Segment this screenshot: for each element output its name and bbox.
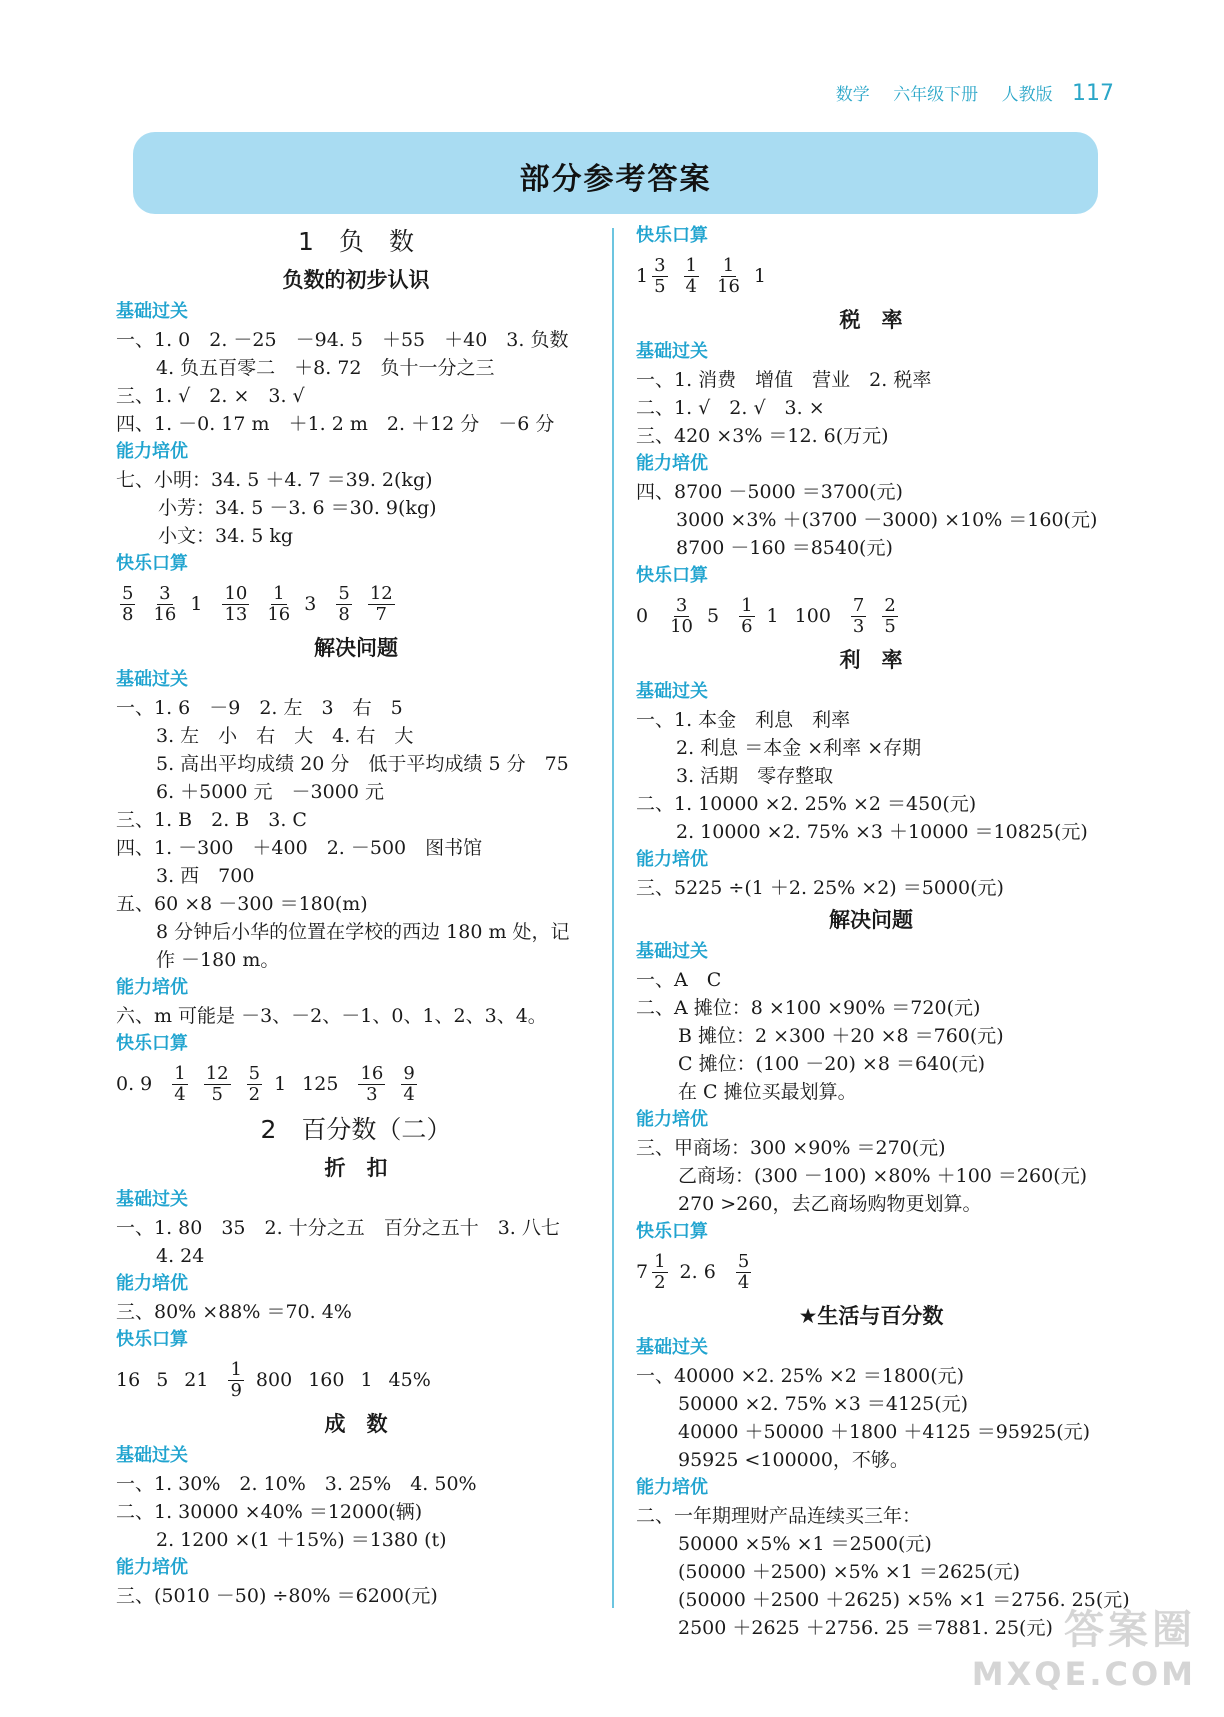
answer-line: 2. 利息 ＝本金 ×利率 ×存期 <box>676 737 922 759</box>
answer-line: 4. 负五百零二 ＋8. 72 负十一分之三 <box>156 357 495 379</box>
answer-line: 四、1. －300 ＋400 2. －500 图书馆 <box>116 837 483 859</box>
fraction <box>684 256 699 297</box>
answer-line: 8 分钟后小华的位置在学校的西边 180 m 处，记 <box>156 921 570 943</box>
answer-line: 一、1. 6 －9 2. 左 3 右 5 <box>116 697 403 719</box>
fraction <box>151 584 178 625</box>
answer-line: 2. 10000 ×2. 75% ×3 ＋10000 ＝10825(元) <box>676 821 1088 843</box>
fraction-numerator: 10 <box>224 582 248 604</box>
fraction-denominator: 7 <box>375 603 387 625</box>
fraction <box>247 1064 262 1105</box>
fraction-denominator: 4 <box>174 1083 186 1105</box>
fraction-numerator: 3 <box>675 594 688 616</box>
right-column <box>636 222 1130 1642</box>
answer-line: 三、(5010 －50) ÷80% ＝6200(元) <box>116 1585 438 1607</box>
answer-line: 5. 高出平均成绩 20 分 低于平均成绩 5 分 75 <box>156 753 569 775</box>
fraction-numerator: 5 <box>338 582 350 604</box>
oral-answer-value: 1 <box>274 1073 287 1095</box>
section-label-ability: 能力培优 <box>116 441 188 462</box>
fraction-numerator: 5 <box>248 1062 261 1084</box>
answer-line: 二、一年期理财产品连续买三年： <box>636 1505 922 1527</box>
answer-line: 50000 ×2. 75% ×3 ＝4125(元) <box>678 1393 969 1415</box>
answer-line: 二、A 摊位：8 ×100 ×90% ＝720(元) <box>636 997 981 1019</box>
fraction-numerator: 9 <box>403 1062 415 1084</box>
column-divider <box>612 228 614 1608</box>
answer-line: (50000 ＋2500) ×5% ×1 ＝2625(元) <box>678 1561 1021 1583</box>
section-label-oral: 快乐口算 <box>636 1221 708 1242</box>
oral-answer-row <box>116 578 596 630</box>
section-label-basic: 基础过关 <box>636 941 708 962</box>
answer-line: 一、1. 0 2. －25 －94. 5 ＋55 ＋40 3. 负数 <box>116 329 569 351</box>
fraction <box>222 584 249 625</box>
oral-answer-value: 160 <box>308 1369 345 1391</box>
oral-fraction-group <box>648 256 782 297</box>
answer-line: 一、A C <box>636 969 722 991</box>
fraction-numerator: 16 <box>360 1062 384 1084</box>
fraction-denominator: 16 <box>267 603 291 625</box>
answer-line: 七、小明：34. 5 ＋4. 7 ＝39. 2(kg) <box>116 469 433 491</box>
lesson-title: 折 扣 <box>324 1156 388 1180</box>
answer-line: 四、1. －0. 17 m ＋1. 2 m 2. ＋12 分 －6 分 <box>116 413 555 435</box>
fraction-numerator: 5 <box>122 582 134 604</box>
fraction-denominator: 2 <box>248 1083 261 1105</box>
oral-answer-value: 100 <box>794 605 831 627</box>
fraction-denominator: 16 <box>717 275 740 297</box>
answer-line: 一、1. 30% 2. 10% 3. 25% 4. 50% <box>116 1473 477 1495</box>
fraction-numerator: 1 <box>685 254 697 276</box>
fraction-numerator: 12 <box>369 582 393 604</box>
fraction-denominator: 13 <box>224 603 248 625</box>
mixed-whole: 1 <box>636 265 649 287</box>
answer-line: 270 >260，去乙商场购物更划算。 <box>678 1193 982 1215</box>
section-label-ability: 能力培优 <box>116 977 188 998</box>
answer-line: 50000 ×5% ×1 ＝2500(元) <box>678 1533 932 1555</box>
oral-answer-value: 1 <box>753 265 766 287</box>
answer-line: 三、80% ×88% ＝70. 4% <box>116 1301 352 1323</box>
answer-line: 8700 －160 ＝8540(元) <box>676 537 893 559</box>
banner-title: 部分参考答案 <box>519 162 712 197</box>
fraction <box>652 256 667 297</box>
answer-line: 四、8700 －5000 ＝3700(元) <box>636 481 903 503</box>
fraction <box>358 1064 385 1105</box>
section-label-basic: 基础过关 <box>636 1337 708 1358</box>
watermark-line1: 答案圈 <box>1064 1607 1196 1653</box>
watermark <box>972 1598 1196 1693</box>
fraction-denominator: 5 <box>211 1083 223 1105</box>
fraction-denominator: 3 <box>366 1083 378 1105</box>
section-label-ability: 能力培优 <box>636 1109 708 1130</box>
fraction-denominator: 8 <box>338 603 350 625</box>
left-column <box>116 222 596 1610</box>
section-label-oral: 快乐口算 <box>116 1033 188 1054</box>
answer-line: 五、60 ×8 －300 ＝180(m) <box>116 893 368 915</box>
oral-answer-value: 21 <box>184 1369 209 1391</box>
lesson-title: 成 数 <box>324 1412 388 1436</box>
header-edition: 人教版 <box>1001 85 1053 105</box>
answer-line: 小芳：34. 5 －3. 6 ＝30. 9(kg) <box>158 497 437 519</box>
fraction-denominator: 4 <box>737 1271 750 1293</box>
answer-line: 3. 西 700 <box>156 865 255 887</box>
fraction <box>736 1252 751 1293</box>
lesson-title: 税 率 <box>839 308 903 332</box>
oral-answer-row <box>116 1058 596 1110</box>
fraction <box>172 1064 187 1105</box>
fraction <box>368 584 395 625</box>
oral-answer-row <box>636 1246 1106 1298</box>
oral-answer-value: 125 <box>302 1073 339 1095</box>
answer-line: (50000 ＋2500 ＋2625) ×5% ×1 ＝2756. 25(元) <box>678 1589 1130 1611</box>
answer-line: 6. ＋5000 元 －3000 元 <box>156 781 384 803</box>
fraction <box>204 1064 231 1105</box>
answer-line: 三、1. B 2. B 3. C <box>116 809 307 831</box>
fraction-denominator: 6 <box>741 615 753 637</box>
answer-line: 三、5225 ÷(1 ＋2. 25% ×2) ＝5000(元) <box>636 877 1004 899</box>
oral-answer-value: 1 <box>766 605 779 627</box>
answer-line: 二、1. 30000 ×40% ＝12000(辆) <box>116 1501 423 1523</box>
answer-line: 2. 1200 ×(1 ＋15%) ＝1380 (t) <box>156 1529 447 1551</box>
answer-line: 一、1. 本金 利息 利率 <box>636 709 851 731</box>
answer-line: 4. 24 <box>156 1245 205 1267</box>
answer-line: 乙商场：(300 －100) ×80% ＋100 ＝260(元) <box>678 1165 1088 1187</box>
fraction-denominator: 16 <box>153 603 177 625</box>
section-label-ability: 能力培优 <box>636 1477 708 1498</box>
page-number: 117 <box>1072 81 1114 106</box>
answer-line: 作 －180 m。 <box>156 949 280 971</box>
fraction-numerator: 1 <box>654 1250 666 1272</box>
answer-line: 一、1. 80 35 2. 十分之五 百分之五十 3. 八七 <box>116 1217 560 1239</box>
fraction-numerator: 12 <box>205 1062 229 1084</box>
lesson-title: 解决问题 <box>829 908 913 932</box>
section-label-oral: 快乐口算 <box>116 553 188 574</box>
section-label-basic: 基础过关 <box>116 1189 188 1210</box>
fraction-denominator: 2 <box>654 1271 666 1293</box>
oral-answer-value: 800 <box>255 1369 293 1391</box>
fraction-denominator: 10 <box>670 615 693 637</box>
fraction <box>739 596 754 637</box>
fraction-numerator: 3 <box>654 254 666 276</box>
answer-line: 小文：34. 5 kg <box>158 525 294 547</box>
answer-line: 40000 ＋50000 ＋1800 ＋4125 ＝95925(元) <box>678 1421 1091 1443</box>
section-label-basic: 基础过关 <box>636 681 708 702</box>
fraction-denominator: 3 <box>852 615 865 637</box>
lesson-title: 利 率 <box>839 648 903 672</box>
fraction-denominator: 9 <box>230 1379 242 1401</box>
answer-line: 一、40000 ×2. 25% ×2 ＝1800(元) <box>636 1365 965 1387</box>
fraction <box>401 1064 416 1105</box>
answer-line: 2500 ＋2625 ＋2756. 25 ＝7881. 25(元) <box>678 1617 1053 1639</box>
answer-line: 六、m 可能是 －3、－2、－1、0、1、2、3、4。 <box>116 1005 547 1027</box>
fraction-denominator: 5 <box>884 615 896 637</box>
fraction-denominator: 4 <box>685 275 697 297</box>
fraction <box>228 1360 243 1401</box>
page-header <box>818 80 1114 106</box>
section-label-ability: 能力培优 <box>116 1273 188 1294</box>
answer-line: 三、1. √ 2. × 3. √ <box>116 385 305 407</box>
section-label-ability: 能力培优 <box>636 453 708 474</box>
section-label-ability: 能力培优 <box>636 849 708 870</box>
oral-answer-value: 2. 6 <box>679 1261 716 1283</box>
fraction <box>120 584 135 625</box>
section-label-oral: 快乐口算 <box>636 565 708 586</box>
oral-answer-value: 0 <box>636 605 649 627</box>
answer-line: 三、420 ×3% ＝12. 6(万元) <box>636 425 889 447</box>
oral-answer-row <box>116 1354 596 1406</box>
fraction-denominator: 5 <box>654 275 666 297</box>
fraction <box>882 596 897 637</box>
header-grade: 六年级下册 <box>893 85 979 105</box>
fraction-numerator: 1 <box>273 582 285 604</box>
fraction <box>668 596 695 637</box>
answer-line: 95925 <100000，不够。 <box>678 1449 909 1471</box>
lesson-title: 负数的初步认识 <box>282 268 430 292</box>
fraction <box>265 584 292 625</box>
answer-line: 二、1. 10000 ×2. 25% ×2 ＝450(元) <box>636 793 977 815</box>
oral-answer-value: 45% <box>388 1369 431 1391</box>
answer-line: 3. 左 小 右 大 4. 右 大 <box>156 725 414 747</box>
fraction-numerator: 3 <box>159 582 171 604</box>
fraction-numerator: 5 <box>737 1250 750 1272</box>
oral-answer-value: 1 <box>190 593 203 615</box>
fraction-numerator: 1 <box>722 254 735 276</box>
mixed-whole: 7 <box>636 1261 649 1283</box>
fraction <box>652 1252 667 1293</box>
answer-line: 三、甲商场：300 ×90% ＝270(元) <box>636 1137 946 1159</box>
oral-answer-value: 0. 9 <box>116 1073 153 1095</box>
answer-line: 一、1. 消费 增值 营业 2. 税率 <box>636 369 932 391</box>
fraction-numerator: 1 <box>174 1062 186 1084</box>
section-label-basic: 基础过关 <box>636 341 708 362</box>
section-label-oral: 快乐口算 <box>116 1329 188 1350</box>
chapter-1-title: 1 负 数 <box>298 227 414 256</box>
answer-line: C 摊位：(100 －20) ×8 ＝640(元) <box>678 1053 986 1075</box>
fraction-numerator: 1 <box>741 594 753 616</box>
oral-answer-row <box>636 250 1106 302</box>
oral-fraction-group <box>648 1252 763 1293</box>
oral-answer-value: 16 <box>116 1369 141 1391</box>
watermark-line2: MXQE.COM <box>971 1655 1196 1693</box>
fraction-denominator: 8 <box>122 603 134 625</box>
oral-answer-value: 5 <box>156 1369 169 1391</box>
fraction-numerator: 1 <box>230 1358 242 1380</box>
lesson-title: ★生活与百分数 <box>798 1304 944 1328</box>
fraction-denominator: 4 <box>403 1083 415 1105</box>
lesson-title: 解决问题 <box>314 636 398 660</box>
section-label-ability: 能力培优 <box>116 1557 188 1578</box>
fraction <box>336 584 351 625</box>
oral-answer-value: 5 <box>707 605 720 627</box>
answer-line: 3. 活期 零存整取 <box>676 765 834 787</box>
chapter-2-title: 2 百分数（二） <box>260 1115 452 1144</box>
section-label-oral: 快乐口算 <box>636 225 708 246</box>
fraction-numerator: 7 <box>852 594 865 616</box>
section-label-basic: 基础过关 <box>116 669 188 690</box>
answer-line: 在 C 摊位买最划算。 <box>678 1081 857 1103</box>
answer-line: 3000 ×3% ＋(3700 －3000) ×10% ＝160(元) <box>676 509 1098 531</box>
section-label-basic: 基础过关 <box>116 1445 188 1466</box>
title-banner <box>133 132 1098 214</box>
section-label-basic: 基础过关 <box>116 301 188 322</box>
answer-line: 二、1. √ 2. √ 3. × <box>636 397 825 419</box>
fraction <box>715 256 742 297</box>
fraction <box>851 596 866 637</box>
oral-answer-value: 1 <box>360 1369 373 1391</box>
oral-answer-row <box>636 590 1106 642</box>
answer-line: B 摊位：2 ×300 ＋20 ×8 ＝760(元) <box>678 1025 1004 1047</box>
header-subject: 数学 <box>835 85 870 105</box>
oral-answer-value: 3 <box>304 593 317 615</box>
fraction-numerator: 2 <box>884 594 896 616</box>
